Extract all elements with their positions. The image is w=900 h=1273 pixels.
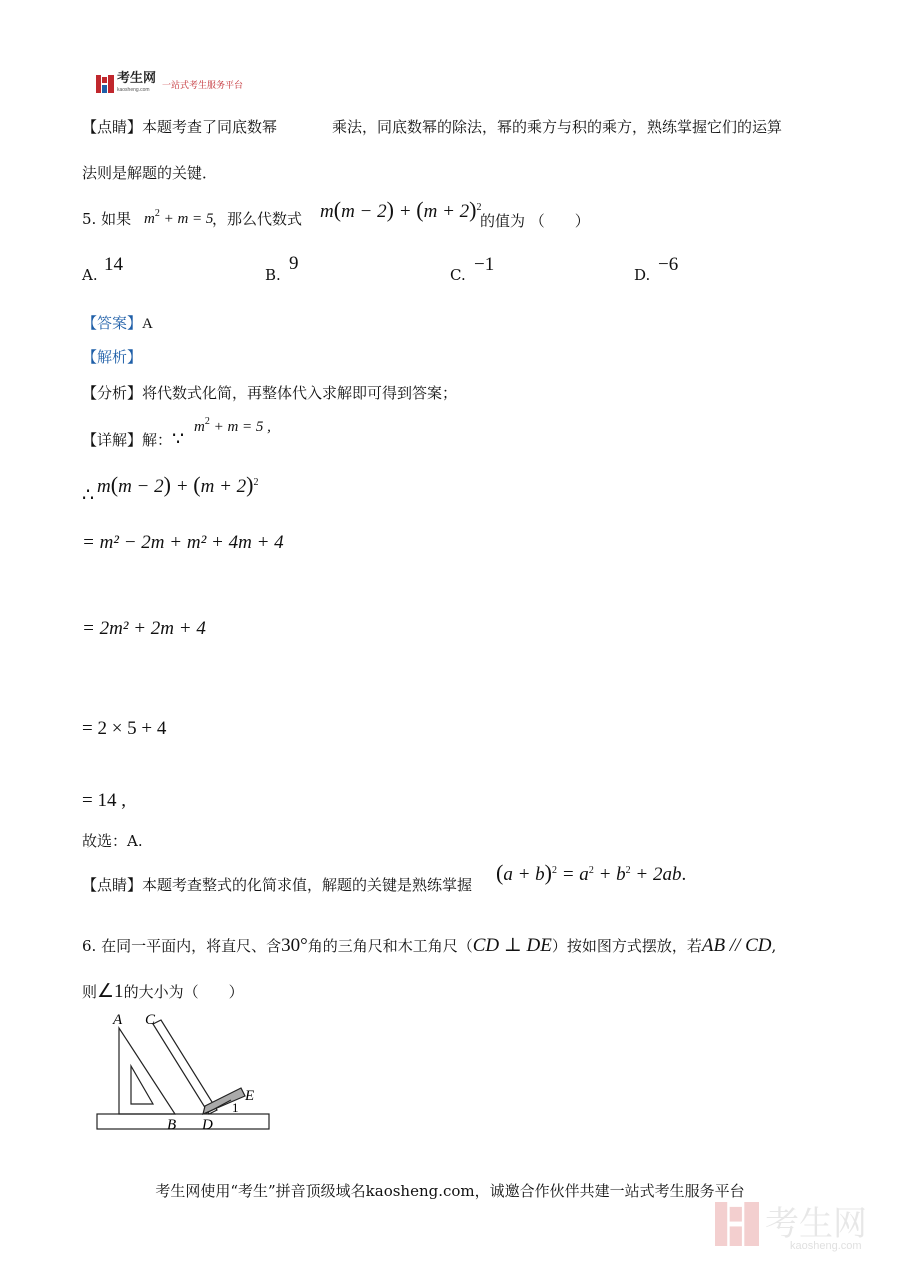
q5-fenxi-tag: 【分析】 xyxy=(82,384,143,402)
q6-text3: ）按如图方式摆放，若 xyxy=(551,937,702,955)
q5-blank: （ ） xyxy=(529,212,590,230)
watermark-logo-icon xyxy=(715,1202,759,1246)
label-a: A xyxy=(113,1012,123,1028)
q6-figure xyxy=(95,1008,275,1133)
therefore-symbol: ∴ xyxy=(82,484,95,506)
q5-value: 的值为 xyxy=(480,212,526,230)
watermark-name: 考生网 xyxy=(765,1205,867,1243)
prev-note-line2: 法则是解题的关键． xyxy=(82,164,218,182)
q6-text4a: 则 xyxy=(82,983,98,1001)
square-long-arm xyxy=(153,1020,217,1114)
q6-text2: 角的三角尺和木工角尺（ xyxy=(307,937,473,955)
logo-mark-icon xyxy=(96,75,114,93)
q6-number: 6. xyxy=(82,937,97,955)
q5-note-text: 本题考查整式的化简求值，解题的关键是熟练掌握 xyxy=(142,876,473,894)
q5-detail-cond-tail: + m = 5 xyxy=(213,419,264,435)
q5-detail-tag: 【详解】 xyxy=(82,431,143,449)
label-c: C xyxy=(145,1012,156,1028)
watermark-domain: kaosheng.com xyxy=(790,1240,862,1252)
q5-option-c-value: −1 xyxy=(474,254,495,275)
q6-text1: 在同一平面内，将直尺、含 xyxy=(101,937,282,955)
q5-option-d-letter: D. xyxy=(634,266,651,284)
q5-answer-line xyxy=(82,312,153,333)
q6-line1 xyxy=(82,934,776,957)
header-logo xyxy=(96,72,243,96)
q5-detail-line xyxy=(82,428,184,450)
logo-name: 考生网 xyxy=(117,70,157,85)
q5-cond-tail: + m = 5 xyxy=(163,211,214,227)
ruler xyxy=(97,1114,269,1129)
page-footer: 考生网使用“考生”拼音顶级域名kaosheng.com，诚邀合作伙伴共建一站式考生服务平台 xyxy=(155,1182,745,1200)
q5-stem xyxy=(82,208,131,229)
q5-note-formula: $(a + b)^2 = a^2 + b^2 + 2ab$. xyxy=(496,860,687,885)
q5-step1: = m² − 2m + m² + 4m + 4 xyxy=(82,532,284,553)
q6-line2 xyxy=(82,980,244,1003)
q6-angle1: ∠1 xyxy=(97,981,124,1002)
q5-option-b-letter: B. xyxy=(265,266,281,284)
q5-then: ，那么代数式 xyxy=(212,210,303,228)
q6-parallel: AB // CD xyxy=(701,935,772,956)
q5-option-d-value: −6 xyxy=(658,254,679,275)
q5-detail-expression: $m(m - 2) + (m + 2)^2$ xyxy=(97,472,259,497)
triangle-inner xyxy=(131,1066,153,1104)
prev-note-text-part1: 本题考查了同底数幂 xyxy=(142,118,278,136)
q5-option-a-value: 14 xyxy=(104,254,123,275)
q5-fenxi-line xyxy=(82,382,457,403)
q5-analysis-tag: 【解析】 xyxy=(82,348,143,366)
label-b: B xyxy=(167,1117,177,1133)
q5-answer: A xyxy=(142,316,153,332)
q6-angle: 30° xyxy=(281,935,308,956)
q6-comma: , xyxy=(771,937,777,955)
q5-choice: 故选：A. xyxy=(82,832,143,850)
q5-option-a-letter: A. xyxy=(82,266,98,284)
q5-detail-text: 解： xyxy=(142,431,173,449)
q5-option-c-letter: C. xyxy=(450,266,466,284)
triangle-outer xyxy=(119,1028,175,1114)
q5-condition: $m^2 + m = 5$ xyxy=(144,208,214,227)
q5-step2: = 2m² + 2m + 4 xyxy=(82,618,206,639)
label-e: E xyxy=(245,1088,255,1104)
prev-note-line1 xyxy=(82,116,277,137)
logo-domain: kaosheng.com xyxy=(117,87,150,93)
q5-if: 如果 xyxy=(101,210,132,228)
label-1: 1 xyxy=(232,1100,239,1115)
prev-note-tag: 【点睛】 xyxy=(82,118,143,136)
q5-option-b-value: 9 xyxy=(289,253,299,274)
q5-fenxi-text: 将代数式化简，再整体代入求解即可得到答案； xyxy=(142,384,458,402)
prev-note-text-part2: 乘法，同底数幂的除法，幂的乘方与积的乘方，熟练掌握它们的运算 xyxy=(332,118,783,136)
q5-number: 5. xyxy=(82,210,97,228)
label-d: D xyxy=(202,1117,213,1133)
q5-note-line xyxy=(82,874,472,895)
q5-expression: $m(m - 2) + (m + 2)^2$ xyxy=(320,197,482,222)
square-short-arm xyxy=(203,1088,245,1114)
because-symbol: ∵ xyxy=(172,428,185,450)
q5-step3: = 2 × 5 + 4 xyxy=(82,718,167,739)
q6-perp: CD ⊥ DE xyxy=(472,935,552,956)
header-slogan: 一站式考生服务平台 xyxy=(162,79,244,90)
q5-note-tag: 【点睛】 xyxy=(82,876,143,894)
q5-step4: = 14 , xyxy=(82,790,126,811)
q6-figure-svg xyxy=(95,1008,275,1133)
q6-text4b: 的大小为（ ） xyxy=(123,983,244,1001)
q5-value-text xyxy=(480,210,590,231)
q5-detail-condition: $m^2 + m = 5$ , xyxy=(194,416,271,435)
q5-answer-tag: 【答案】 xyxy=(82,314,143,332)
